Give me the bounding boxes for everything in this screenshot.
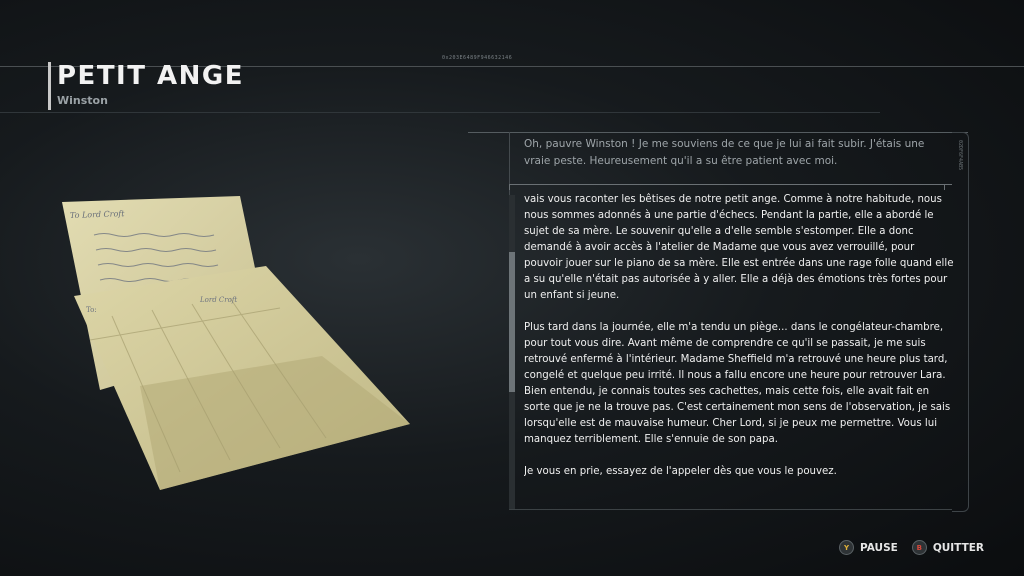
quit-prompt[interactable] (912, 540, 984, 555)
pause-label: PAUSE (860, 541, 898, 554)
document-paragraph: vais vous raconter les bêtises de notre petit ange. Comme à notre habitude, nous nous sommes adonnés à une partie d'échecs. Pendant la partie, elle a abordé le sujet de sa mère. Le souvenir qu'elle a d'elle semble s'estomper. Elle a donc demandé à avoir accès à l'atelier de Madame que vous avez verrouillé, pour pouvoir jouer sur le piano de sa mère. Elle est entrée dans une rage folle quand elle a su qu'elle n'était pas autorisée à y aller. Elle a déjà des émotions très fortes pour un enfant si jeune. (524, 194, 954, 301)
quit-label: QUITTER (932, 541, 984, 554)
panel-top-rule (468, 132, 968, 133)
document-paragraph: Je vous en prie, essayez de l'appeler dès que vous le pouvez. (524, 466, 837, 477)
letter-illustration (60, 190, 460, 510)
panel-bottom-rule (509, 509, 952, 510)
scrollbar-thumb[interactable] (509, 252, 515, 392)
envelope-to: To: (86, 306, 97, 314)
page-subtitle: Winston (57, 94, 108, 107)
intro-separator (509, 184, 952, 191)
letter-salutation: To Lord Croft (69, 209, 125, 220)
y-button-icon: Y (839, 540, 854, 555)
pause-prompt[interactable] (839, 540, 898, 555)
separator-tick-right (944, 184, 945, 190)
document-intro: Oh, pauvre Winston ! Je me souviens de ce que je lui ai fait subir. J'étais une vraie peste. Heureusement qu'il a su être patient avec moi. (524, 138, 925, 167)
panel-side-code: 02DF6F4AB5 (957, 140, 963, 171)
page-title: PETIT ANGE (57, 61, 244, 91)
b-button-icon: B (912, 540, 927, 555)
document-paragraph: Plus tard dans la journée, elle m'a tendu un piège... dans le congélateur-chambre, pour tout vous dire. Avant même de comprendre ce qu'il se passait, je me suis retrouvé enfermé à l'intérieur. Madame Sheffield m'a retrouvé une heure plus tard, congelé et quelque peu irrité. Il nous a fallu encore une heure pour retrouver Lara. Bien entendu, je connais toutes ses cachettes, mais cette fois, elle avait fait en sorte que je ne la trouve pas. C'est certainement mon sens de l'observation, je sais lorsqu'elle est de mauvaise humeur. Cher Lord, si je peux me permettre. Vous lui manquez terriblement. Elle s'ennuie de son papa. (524, 322, 951, 445)
panel-right-bracket (952, 132, 969, 512)
document-body[interactable] (524, 192, 954, 510)
header-bottom-rule (0, 112, 880, 113)
separator-tick-left (509, 184, 510, 190)
serial-code: 0x203E6489F946632146 (442, 55, 513, 61)
envelope-name: Lord Croft (200, 296, 238, 304)
title-bracket (48, 62, 51, 110)
button-prompts (839, 540, 984, 555)
